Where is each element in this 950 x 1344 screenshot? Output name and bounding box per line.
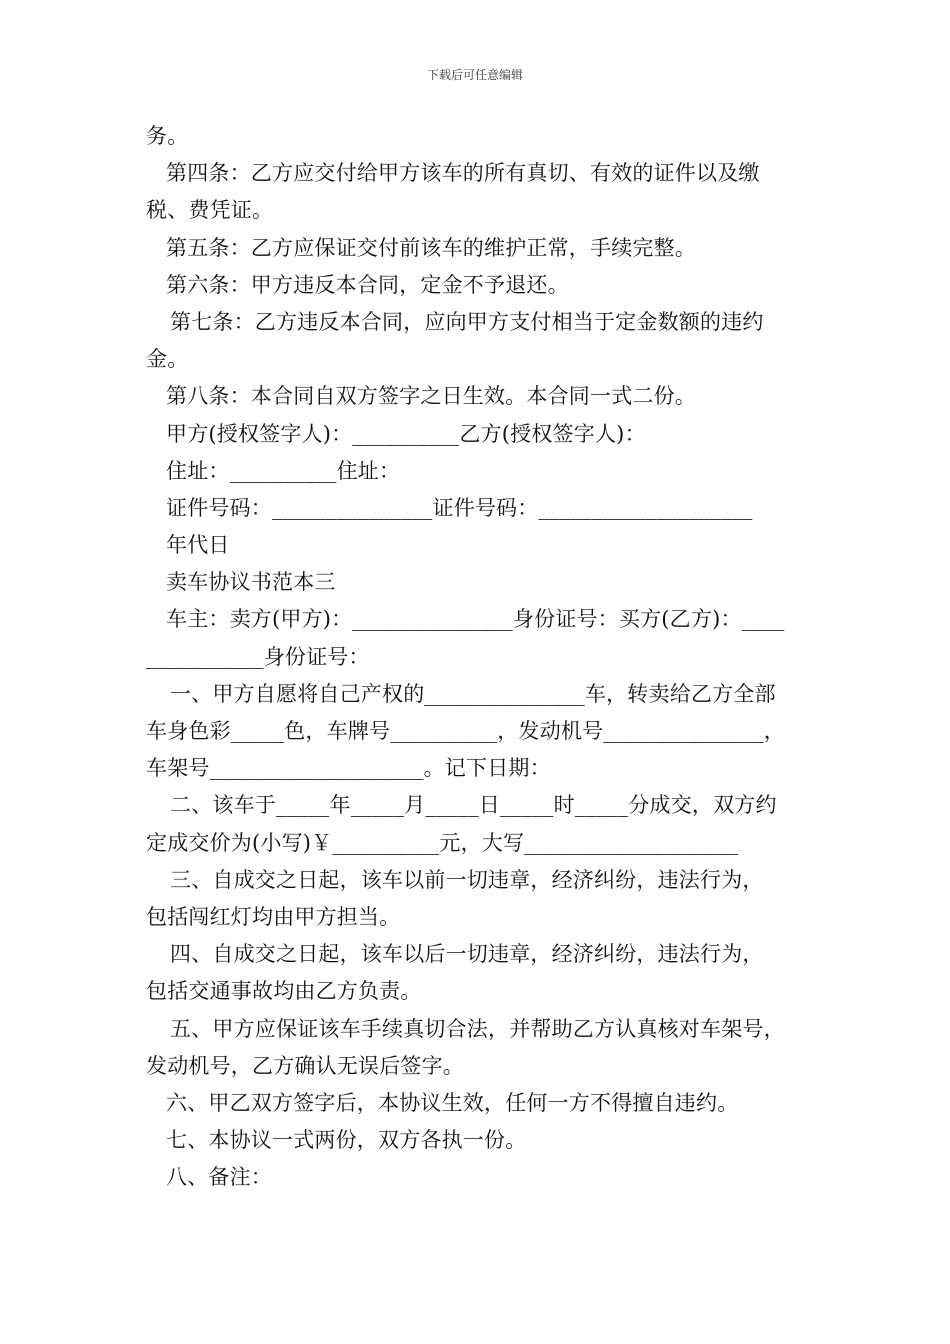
text-line: 第六条：甲方违反本合同，定金不予退还。 bbox=[166, 272, 569, 297]
text-line: 包括闯红灯均由甲方担当。 bbox=[146, 904, 401, 929]
text-line: 定成交价为(小写)￥__________元，大写____________________ bbox=[146, 830, 739, 855]
text-line: 第八条：本合同自双方签字之日生效。本合同一式二份。 bbox=[166, 384, 696, 409]
text-line: 四、自成交之日起，该车以后一切违章，经济纠纷，违法行为， bbox=[170, 942, 764, 967]
text-line: 证件号码：_______________证件号码：____________________ bbox=[166, 495, 753, 520]
document-body bbox=[146, 118, 836, 1196]
text-line: ___________身份证号： bbox=[146, 644, 370, 669]
text-line: 年代日 bbox=[166, 533, 230, 558]
text-line: 第七条：乙方违反本合同，应向甲方支付相当于定金数额的违约 bbox=[170, 309, 764, 334]
text-line: 车架号____________________。记下日期： bbox=[146, 756, 551, 781]
page-header-note: 下载后可任意编辑 bbox=[426, 68, 523, 82]
section-title: 卖车协议书范本三 bbox=[166, 570, 336, 595]
text-line: 甲方(授权签字人)：__________乙方(授权签字人)： bbox=[166, 421, 646, 446]
text-line: 包括交通事故均由乙方负责。 bbox=[146, 979, 422, 1004]
text-line: 车身色彩_____色，车牌号__________，发动机号_______________， bbox=[146, 719, 785, 743]
text-line: 第五条：乙方应保证交付前该车的维护正常，手续完整。 bbox=[166, 235, 696, 260]
text-line: 六、甲乙双方签字后，本协议生效，任何一方不得擅自违约。 bbox=[166, 1090, 739, 1115]
text-line: 三、自成交之日起，该车以前一切违章，经济纠纷，违法行为， bbox=[170, 867, 764, 892]
text-line: 五、甲方应保证该车手续真切合法，并帮助乙方认真核对车架号， bbox=[170, 1016, 785, 1041]
text-line: 住址：__________住址： bbox=[166, 458, 401, 483]
text-line: 八、备注： bbox=[166, 1165, 272, 1190]
text-line: 一、甲方自愿将自己产权的_______________车，转卖给乙方全部 bbox=[170, 681, 776, 706]
text-line: 二、该车于_____年_____月_____日_____时_____分成交，双方约 bbox=[170, 793, 777, 818]
text-line: 务。 bbox=[146, 124, 189, 148]
text-line: 金。 bbox=[146, 347, 189, 372]
text-line: 车主：卖方(甲方)：_______________身份证号：买方(乙方)：____ bbox=[166, 607, 785, 632]
text-line: 七、本协议一式两份，双方各执一份。 bbox=[166, 1128, 527, 1153]
text-line: 发动机号，乙方确认无误后签字。 bbox=[146, 1053, 464, 1078]
text-line: 第四条：乙方应交付给甲方该车的所有真切、有效的证件以及缴 bbox=[166, 161, 760, 186]
text-line: 税、费凭证。 bbox=[146, 198, 274, 223]
